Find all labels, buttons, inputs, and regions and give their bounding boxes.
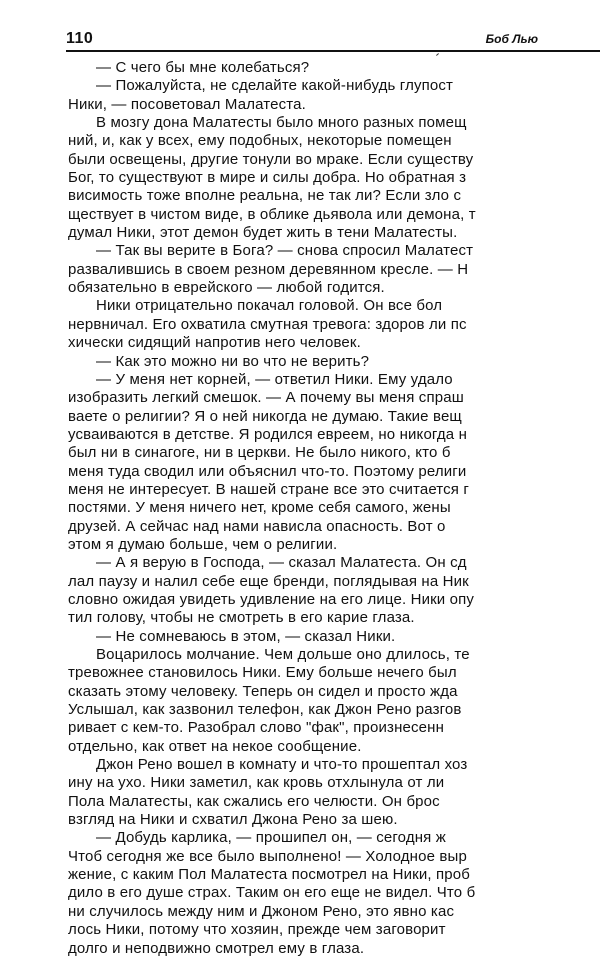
text-line: дило в его душе страх. Таким он его еще не видел. Что б: [68, 884, 476, 902]
text-line: словно ожидая увидеть удивление на его лице. Ники опу: [68, 590, 475, 608]
text-line: друзей. А сейчас над нами нависла опасность. Вот о: [68, 517, 446, 535]
text-line: — Так вы верите в Бога? — снова спросил Малатест: [96, 242, 474, 260]
text-line: ний, и, как у всех, ему подобных, некоторые помещен: [68, 132, 452, 150]
text-line: были освещены, другие тонули во мраке. Если существу: [68, 150, 474, 168]
text-line: меня туда сводил или объяснил что-то. Поэтому религи: [68, 462, 467, 480]
text-line: — Как это можно ни во что не верить?: [96, 352, 370, 370]
text-line: Чтоб сегодня же все было выполнено! — Холодное выр: [68, 847, 467, 865]
page-header: [66, 30, 600, 52]
text-line: изобразить легкий смешок. — А почему вы меня спраш: [68, 389, 464, 407]
text-line: сказать этому человеку. Теперь он сидел и просто жда: [68, 682, 458, 700]
text-line: развалившись в своем резном деревянном кресле. — Н: [68, 260, 469, 278]
text-line: ни случилось между ним и Джоном Рено, это явно кас: [68, 902, 455, 920]
text-line: ваете о религии? Я о ней никогда не думаю. Такие вещ: [68, 407, 462, 425]
text-line: Бог, то существуют в мире и силы добра. Но обратная з: [68, 169, 467, 187]
text-line: думал Ники, этот демон будет жить в тени Малатесты.: [68, 224, 458, 242]
text-line: — Не сомневаюсь в этом, — сказал Ники.: [96, 627, 396, 645]
text-line: был ни в синагоге, ни в церкви. Не было никого, кто б: [68, 444, 451, 462]
text-line: меня не интересует. В нашей стране все это считается г: [68, 480, 470, 498]
text-line: обязательно в еврейского — любой годится.: [68, 279, 385, 297]
text-line: — Пожалуйста, не сделайте какой-нибудь глупост: [96, 77, 454, 95]
text-line: лал паузу и налил себе еще бренди, поглядывая на Ник: [68, 572, 469, 590]
text-line: Воцарилось молчание. Чем дольше оно длилось, те: [96, 646, 470, 663]
text-line: Ники, — посоветовал Малатеста.: [68, 95, 306, 113]
text-line: — С чего бы мне колебаться?: [96, 59, 310, 76]
text-line: долго и неподвижно смотрел ему в глаза.: [68, 939, 365, 957]
text-line: — А я верую в Господа, — сказал Малатеста. Он сд: [96, 554, 467, 572]
text-line: тревожнее становилось Ники. Ему больше нечего был: [68, 664, 457, 682]
text-line: ину на ухо. Ники заметил, как кровь отхлынула от ли: [68, 774, 445, 792]
running-head: Боб Лью: [485, 32, 538, 46]
text-line: висимость тоже вполне реальна, не так ли? Если зло с: [68, 187, 462, 205]
text-line: Ники отрицательно покачал головой. Он все бол: [96, 297, 443, 315]
text-line: Джон Рено вошел в комнату и что-то прошептал хоз: [96, 756, 468, 774]
text-line: ществует в чистом виде, в облике дьявола или демона, т: [68, 205, 476, 223]
text-line: жение, с каким Пол Малатеста посмотрел на Ники, проб: [68, 866, 471, 884]
text-line: Пола Малатесты, как сжались его челюсти. Он брос: [68, 792, 440, 810]
text-line: нервничал. Его охватила смутная тревога: здоров ли пс: [68, 315, 467, 333]
text-line: хически сидящий напротив него человек.: [68, 334, 361, 352]
text-line: — У меня нет корней, — ответил Ники. Ему удало: [96, 370, 453, 388]
text-line: лось Ники, потому что хозяин, прежде чем заговорит: [68, 921, 446, 939]
text-line: ривает с кем-то. Разобрал слово "фак", произнесенн: [68, 719, 445, 737]
page-number: 110: [66, 30, 94, 47]
text-line: постями. У меня ничего нет, кроме себя самого, жены: [68, 499, 451, 517]
text-line: отдельно, как ответ на некое сообщение.: [68, 737, 362, 755]
text-line: Услышал, как зазвонил телефон, как Джон Рено разгов: [68, 701, 462, 719]
text-line: этом я думаю больше, чем о религии.: [68, 535, 338, 553]
print-speck: [436, 53, 439, 56]
text-line: В мозгу дона Малатесты было много разных помещ: [96, 114, 467, 132]
text-line: — Добудь карлика, — прошипел он, — сегодня ж: [96, 829, 446, 847]
body-text: [68, 59, 600, 957]
text-line: усваиваются в детстве. Я родился евреем, но никогда н: [68, 425, 468, 443]
text-line: тил голову, чтобы не смотреть в его карие глаза.: [68, 609, 415, 627]
text-line: взгляд на Ники и схватил Джона Рено за шею.: [68, 811, 398, 829]
